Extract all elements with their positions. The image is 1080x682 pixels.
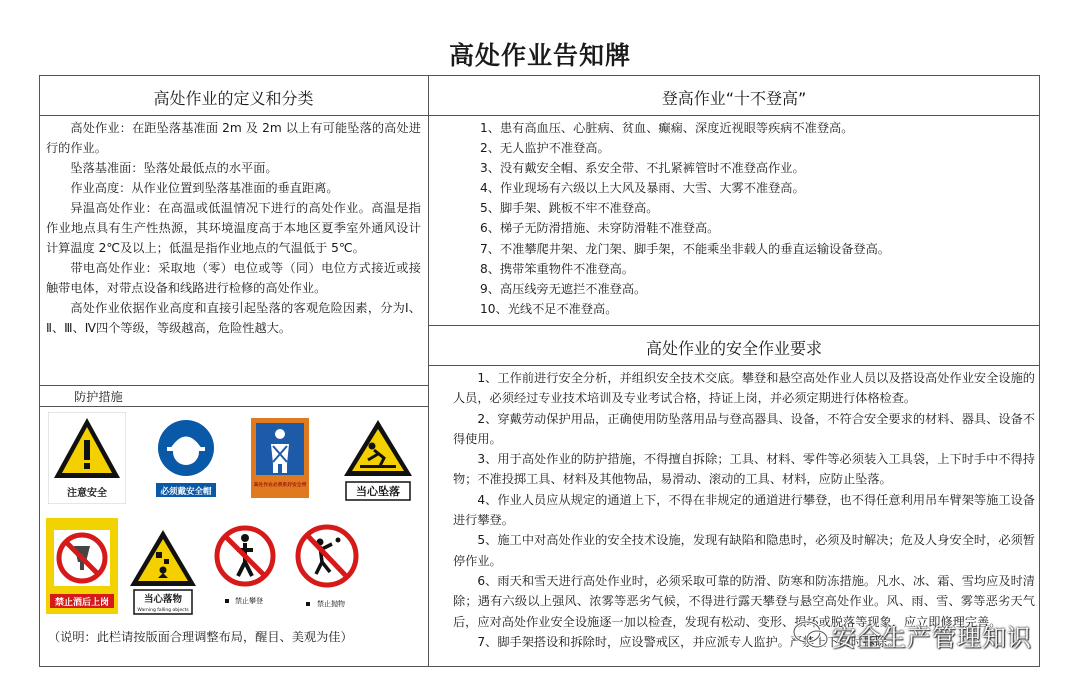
requirements-text bbox=[453, 368, 1035, 652]
sign-sublabel: Warning falling objects bbox=[137, 608, 189, 613]
no-throwing-icon bbox=[292, 518, 362, 616]
no-drinking-sign bbox=[46, 518, 118, 614]
protection-title: 防护措施 bbox=[74, 390, 123, 404]
sign-label: 当心坠落 bbox=[356, 485, 400, 498]
definition-paragraph: 带电高处作业：采取地（零）电位或等（同）电位方式接近或接触带电体，对带点设备和线路进行检修的高处作业。 bbox=[46, 261, 421, 295]
header-divider bbox=[39, 115, 1040, 116]
sign-label: 禁止抛物 bbox=[317, 600, 345, 608]
falling-sign bbox=[340, 416, 416, 502]
definition-heading: 高处作业的定义和分类 bbox=[153, 89, 314, 108]
requirement-paragraph: 3、用于高处作业的防护措施，不得擅自拆除；工具、材料、零件等必须装入工具袋，上下时手中不得持物；不准投掷工具、材料及其他物品，易滑动、滚动的工具、材料，应防止坠落。 bbox=[453, 452, 1035, 487]
definition-paragraph: 坠落基准面：坠落处最低点的水平面。 bbox=[70, 161, 278, 175]
no-drinking-icon bbox=[46, 518, 118, 614]
falling-objects-sign bbox=[126, 526, 200, 616]
list-item: 2、无人监护不准登高。 bbox=[480, 141, 610, 156]
protection-title-divider bbox=[39, 406, 428, 407]
list-item: 1、患有高血压、心脏病、贫血、癫痫、深度近视眼等疾病不准登高。 bbox=[480, 121, 854, 135]
sign-label: 禁止攀登 bbox=[235, 597, 263, 605]
requirements-heading: 高处作业的安全作业要求 bbox=[645, 339, 822, 358]
sign-label: 注意安全 bbox=[67, 488, 107, 499]
requirement-paragraph: 4、作业人员应从规定的通道上下，不得在非规定的通道进行攀登，也不得任意利用吊车臂架等施工设备进行攀登。 bbox=[453, 492, 1035, 528]
harness-sign bbox=[251, 418, 309, 498]
left-section-divider bbox=[39, 385, 428, 386]
list-item: 6、梯子无防滑措施、未穿防滑鞋不准登高。 bbox=[480, 221, 720, 236]
definition-paragraph: 作业高度：从作业位置到坠落基准面的垂直距离。 bbox=[70, 181, 339, 195]
sign-label: 高处作业必须系好安全带 bbox=[253, 483, 307, 488]
requirements-header-divider bbox=[428, 365, 1040, 366]
falling-person-icon bbox=[340, 416, 416, 502]
list-item: 4、作业现场有六级以上大风及暴雨、大雪、大雾不准登高。 bbox=[480, 181, 805, 196]
watermark bbox=[790, 616, 1060, 654]
no-throwing-sign bbox=[292, 518, 362, 616]
ten-rules-list bbox=[480, 118, 890, 319]
caution-sign bbox=[48, 412, 126, 504]
falling-objects-icon bbox=[126, 526, 200, 616]
list-item: 8、携带笨重物件不准登高。 bbox=[480, 261, 635, 276]
list-item: 10、光线不足不准登高。 bbox=[480, 301, 618, 316]
definition-paragraph: 高处作业依据作业高度和直接引起坠落的客观危险因素，分为Ⅰ、Ⅱ、Ⅲ、Ⅳ四个等级，等级越高，危险性越大。 bbox=[46, 301, 421, 335]
requirement-paragraph: 1、工作前进行安全分析，并组织安全技术交底。攀登和悬空高处作业人员以及搭设高处作业安全设施的人员，必须经过专业技术培训及专业考试合格，持证上岗，并必须定期进行体格检查。 bbox=[453, 371, 1035, 406]
no-climbing-sign bbox=[211, 520, 279, 616]
column-divider bbox=[428, 75, 429, 667]
requirement-paragraph: 6、雨天和雪天进行高处作业时，必须采取可靠的防滑、防寒和防冻措施。凡水、冰、霜、雪均应及时清除；遇有六级以上强风、浓雾等恶劣气候，不得进行露天攀登与悬空高处作业。风、雨、雪、雾等恶劣天气后，应对高处作业安全设施逐一加以检查，发现有松动、变形、损坏或脱落等现象，应立即修理完善。 bbox=[453, 573, 1035, 629]
no-climbing-icon bbox=[211, 520, 279, 616]
sign-label: 必须戴安全帽 bbox=[160, 487, 212, 497]
layout-note: （说明：此栏请按版面合理调整布局，醒目、美观为佳） bbox=[48, 630, 353, 644]
wear-helmet-icon bbox=[150, 416, 222, 502]
helmet-sign bbox=[150, 416, 222, 502]
caution-exclamation-icon bbox=[48, 412, 126, 504]
requirement-paragraph: 5、施工中对高处作业的安全技术设施，发现有缺陷和隐患时，必须及时解决；危及人身安全时，必须暂停作业。 bbox=[453, 533, 1035, 568]
requirement-paragraph: 7、脚手架搭设和拆除时，应设警戒区，并应派专人监护。严禁上下同时拆除。 bbox=[477, 634, 900, 649]
wechat-icon bbox=[792, 619, 830, 651]
page-title: 高处作业告知牌 bbox=[448, 41, 631, 70]
definition-paragraph: 异温高处作业：在高温或低温情况下进行的高处作业。高温是指作业地点具有生产性热源，其环境温度高于本地区夏季室外通风设计计算温度 2℃及以上；低温是指作业地点的气温低于 5℃。 bbox=[46, 201, 421, 255]
list-item: 7、不准攀爬井架、龙门架、脚手架，不能乘坐非载人的垂直运输设备登高。 bbox=[480, 241, 890, 256]
safety-harness-icon bbox=[251, 418, 309, 498]
list-item: 5、脚手架、跳板不牢不准登高。 bbox=[480, 201, 659, 216]
watermark-text: 安全生产管理知识 bbox=[832, 624, 1032, 652]
ten-rules-heading: 登高作业“十不登高” bbox=[661, 89, 807, 108]
requirement-paragraph: 2、穿戴劳动保护用品，正确使用防坠落用品与登高器具、设备，不符合安全要求的材料、器具、设备不得使用。 bbox=[453, 411, 1035, 446]
list-item: 9、高压线旁无遮拦不准登高。 bbox=[480, 281, 647, 296]
right-section-divider bbox=[428, 325, 1040, 326]
sign-label: 当心落物 bbox=[143, 594, 183, 605]
definition-text bbox=[46, 118, 421, 338]
list-item: 3、没有戴安全帽、系安全带、不扎紧裤管时不准登高作业。 bbox=[480, 161, 805, 176]
sign-label: 禁止酒后上岗 bbox=[54, 598, 110, 608]
definition-paragraph: 高处作业：在距坠落基准面 2m 及 2m 以上有可能坠落的高处进行的作业。 bbox=[46, 121, 421, 155]
